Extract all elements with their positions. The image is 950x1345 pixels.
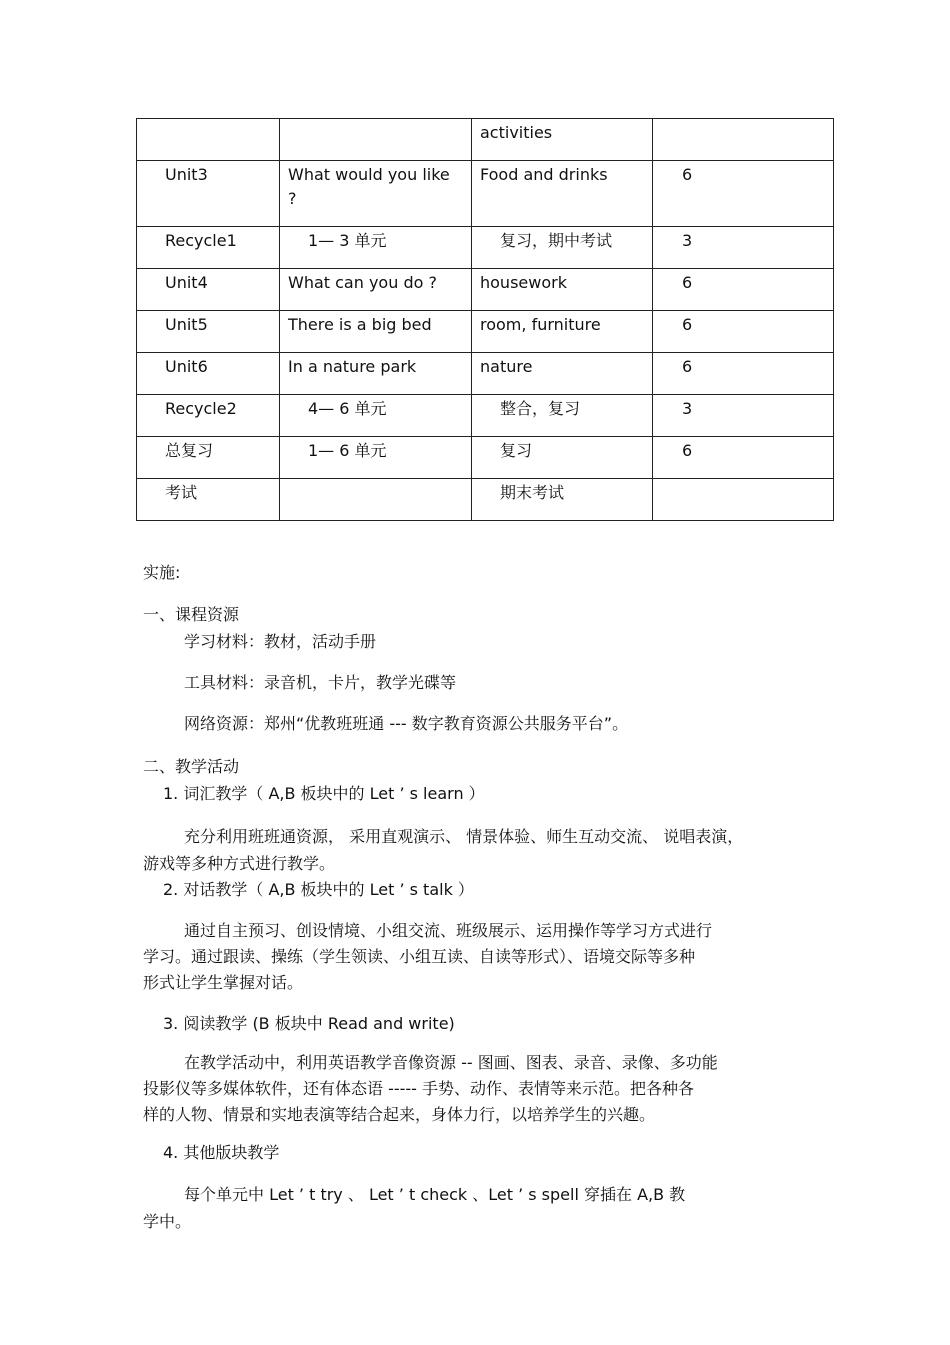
- table-cell: In a nature park: [280, 353, 472, 395]
- table-cell: What can you do ?: [280, 269, 472, 311]
- table-row: [137, 269, 834, 311]
- sub3-line-2: 投影仪等多媒体软件，还有体态语 ----- 手势、动作、表情等来示范。把各种各: [143, 1079, 695, 1098]
- implementation-heading: 实施:: [143, 563, 181, 582]
- table-row: [137, 395, 834, 437]
- sub2-title: 2. 对话教学（ A,B 板块中的 Let ’ s talk ）: [163, 880, 474, 899]
- table-cell: 3: [653, 395, 834, 437]
- schedule-table: [136, 118, 834, 521]
- sub4-title: 4. 其他版块教学: [163, 1143, 280, 1162]
- table-row: [137, 119, 834, 161]
- sub3-line-3: 样的人物、情景和实地表演等结合起来，身体力行，以培养学生的兴趣。: [143, 1105, 656, 1124]
- table-cell: 1— 6 单元: [280, 437, 472, 479]
- table-cell: 复习: [472, 437, 653, 479]
- resource-tool-materials: 工具材料：录音机，卡片，教学光碟等: [184, 673, 457, 692]
- sub4-line-1: 每个单元中 Let ’ t try 、 Let ’ t check 、Let ’ s spell 穿插在 A,B 教: [184, 1185, 686, 1204]
- table-cell: Unit3: [137, 161, 280, 227]
- table-cell: 整合，复习: [472, 395, 653, 437]
- sub4-line-2: 学中。: [143, 1212, 192, 1231]
- table-cell: 考试: [137, 479, 280, 521]
- table-row: [137, 227, 834, 269]
- table-cell: 6: [653, 311, 834, 353]
- table-cell: [137, 119, 280, 161]
- resource-network: 网络资源：郑州“优教班班通 --- 数字教育资源公共服务平台”。: [184, 714, 629, 733]
- table-cell: 1— 3 单元: [280, 227, 472, 269]
- table-cell: 4— 6 单元: [280, 395, 472, 437]
- table-cell: What would you like ?: [280, 161, 472, 227]
- sub1-line-2: 游戏等多种方式进行教学。: [143, 854, 336, 873]
- section-1-title: 一、课程资源: [143, 605, 240, 624]
- table-cell: Recycle2: [137, 395, 280, 437]
- table-row: [137, 479, 834, 521]
- table-cell: 期末考试: [472, 479, 653, 521]
- table-cell: [653, 479, 834, 521]
- table-cell: nature: [472, 353, 653, 395]
- table-row: [137, 437, 834, 479]
- sub3-title: 3. 阅读教学 (B 板块中 Read and write): [163, 1014, 455, 1033]
- table-cell: 6: [653, 353, 834, 395]
- sub3-line-1: 在教学活动中，利用英语教学音像资源 -- 图画、图表、录音、录像、多功能: [184, 1053, 718, 1072]
- sub1-line-1: 充分利用班班通资源， 采用直观演示、 情景体验、师生互动交流、 说唱表演，: [184, 827, 744, 846]
- table-row: [137, 353, 834, 395]
- sub1-title: 1. 词汇教学（ A,B 板块中的 Let ’ s learn ）: [163, 784, 485, 803]
- table-cell: Food and drinks: [472, 161, 653, 227]
- table-cell: Unit5: [137, 311, 280, 353]
- table-cell: 3: [653, 227, 834, 269]
- table-cell: activities: [472, 119, 653, 161]
- table-cell: room, furniture: [472, 311, 653, 353]
- table-cell: Unit4: [137, 269, 280, 311]
- section-2-title: 二、教学活动: [143, 757, 240, 776]
- sub2-line-1: 通过自主预习、创设情境、小组交流、班级展示、运用操作等学习方式进行: [184, 921, 713, 940]
- table-cell: [280, 119, 472, 161]
- table-cell: Unit6: [137, 353, 280, 395]
- table-row: [137, 311, 834, 353]
- table-cell: 6: [653, 437, 834, 479]
- table-row: [137, 161, 834, 227]
- sub2-line-3: 形式让学生掌握对话。: [143, 973, 304, 992]
- sub2-line-2: 学习。通过跟读、操练（学生领读、小组互读、自读等形式）、语境交际等多种: [143, 947, 696, 966]
- table-cell: housework: [472, 269, 653, 311]
- table-cell: [280, 479, 472, 521]
- resource-learning-materials: 学习材料：教材，活动手册: [184, 632, 377, 651]
- table-cell: Recycle1: [137, 227, 280, 269]
- table-cell: 复习，期中考试: [472, 227, 653, 269]
- table-cell: There is a big bed: [280, 311, 472, 353]
- table-cell: 6: [653, 161, 834, 227]
- table-cell: [653, 119, 834, 161]
- table-cell: 6: [653, 269, 834, 311]
- table-cell: 总复习: [137, 437, 280, 479]
